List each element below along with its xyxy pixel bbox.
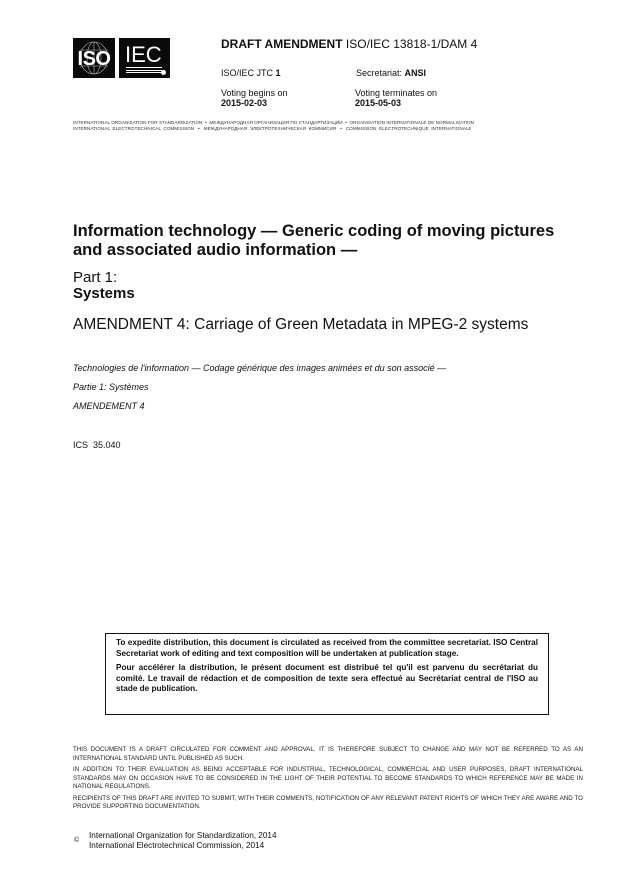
committee-number: 1 xyxy=(275,68,281,78)
french-title xyxy=(73,359,446,416)
disclaimer-para-3: RECIPIENTS OF THIS DRAFT ARE INVITED TO SUBMIT, WITH THEIR COMMENTS, NOTIFICATION OF ANY RELEVANT PATENT RIGHTS OF WHICH THEY ARE AWARE AND TO PROVIDE SUPPORTING DOCUMENTATION. xyxy=(73,794,583,810)
disclaimer-para-1: THIS DOCUMENT IS A DRAFT CIRCULATED FOR COMMENT AND APPROVAL. IT IS THEREFORE SUBJECT TO CHANGE AND MAY NOT BE REFERRED TO AS AN INTERNATIONAL STANDARD UNTIL PUBLISHED AS SUCH. xyxy=(73,746,583,762)
iso-logo-text: ISO xyxy=(77,48,111,70)
iec-logo-text: IEC xyxy=(125,42,162,67)
voting-begins xyxy=(221,88,288,108)
org-banner xyxy=(73,120,583,132)
document-heading xyxy=(221,37,477,51)
org-banner-line-1: INTERNATIONAL ORGANIZATION FOR STANDARDIZATION • МЕЖДУНАРОДНАЯ ОРГАНИЗАЦИЯ ПО СТАНДАРТИЗАЦИИ • ORGANISATION INTERNATIONALE DE NORMALISATION xyxy=(73,120,475,125)
disclaimer-para-2: IN ADDITION TO THEIR EVALUATION AS BEING ACCEPTABLE FOR INDUSTRIAL, TECHNOLOGICAL, COMMERCIAL AND USER PURPOSES, DRAFT INTERNATIONAL STANDARDS MAY ON OCCASION HAVE TO BE CONSIDERED IN THE LIGHT OF THEIR POTENTIAL TO BECOME STANDARDS TO WHICH REFERENCE MAY BE MADE IN NATIONAL REGULATIONS. xyxy=(73,766,583,790)
iec-logo xyxy=(119,38,170,78)
secretariat xyxy=(356,68,426,78)
copyright-symbol: © xyxy=(74,837,80,844)
main-title xyxy=(73,222,593,260)
ics-code: ICS 35.040 xyxy=(73,440,121,450)
secretariat-value: ANSI xyxy=(404,68,427,78)
iec-logo-dot xyxy=(161,70,166,75)
secretariat-label: Secretariat: xyxy=(356,68,405,78)
voting-terminates-date: 2015-05-03 xyxy=(355,98,402,108)
notice-french: Pour accélérer la distribution, le présent document est distribué tel qu'il est parvenu du secrétariat du comité. Le travail de rédaction et de composition de texte sera effectué au Secrétariat central de l'ISO au stade de publication. xyxy=(116,663,538,693)
part-label: Part 1: xyxy=(73,269,118,286)
main-title-line-1: Information technology — Generic coding of moving pictures xyxy=(73,222,555,240)
iec-logo-stripe xyxy=(126,70,162,71)
iec-logo-stripes xyxy=(126,67,162,68)
voting-terminates xyxy=(355,88,437,108)
main-title-line-2: and associated audio information — xyxy=(73,241,358,259)
copyright xyxy=(89,831,277,851)
french-title-line-3: AMENDEMENT 4 xyxy=(73,401,145,411)
copyright-iec: International Electrotechnical Commission, 2014 xyxy=(89,841,265,850)
french-title-line-2: Partie 1: Systèmes xyxy=(73,382,149,392)
amendment-title: AMENDMENT 4: Carriage of Green Metadata in MPEG-2 systems xyxy=(73,316,529,333)
distribution-notice xyxy=(105,633,549,715)
notice-english: To expedite distribution, this document is circulated as received from the committee secretariat. ISO Central Secretariat work of editing and text composition will be undertaken at publication stage. xyxy=(116,638,538,658)
draft-disclaimer xyxy=(73,746,583,815)
voting-begins-date: 2015-02-03 xyxy=(221,98,268,108)
committee xyxy=(221,68,281,78)
org-banner-line-2: INTERNATIONAL ELECTROTECHNICAL COMMISSION • МЕЖДУНАРОДНАЯ ЭЛЕКТРОТЕХНИЧЕСКАЯ КОММИСИЯ • COMMISSION ÉLECTROTECHNIQUE INTERNATIONALE xyxy=(73,126,472,131)
doc-number: ISO/IEC 13818-1/DAM 4 xyxy=(345,37,478,51)
voting-begins-label: Voting begins on xyxy=(221,88,288,98)
voting-terminates-label: Voting terminates on xyxy=(355,88,438,98)
iso-logo xyxy=(73,38,115,78)
copyright-iso: International Organization for Standardization, 2014 xyxy=(89,831,277,840)
french-title-line-1: Technologies de l'information — Codage générique des images animées et du son associé — xyxy=(73,363,447,373)
committee-label: ISO/IEC JTC xyxy=(221,68,276,78)
doc-type: DRAFT AMENDMENT xyxy=(221,37,343,51)
part-heading xyxy=(73,270,135,302)
part-name: Systems xyxy=(73,285,135,302)
iec-logo-stripe xyxy=(126,72,162,73)
